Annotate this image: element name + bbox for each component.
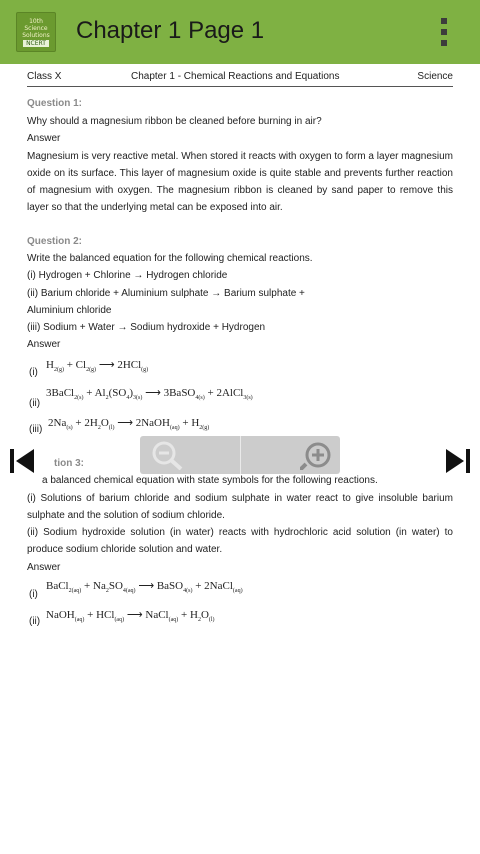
question-1-text: Why should a magnesium ribbon be cleaned before burning in air? [27,116,322,127]
app-bar [0,0,480,64]
skip-next-icon[interactable] [444,449,470,473]
answer-2-label: Answer [27,339,61,350]
question-2-item: (iii) Sodium + Water → Sodium hydroxide + Hydrogen [27,322,266,333]
zoom-divider [240,436,241,474]
zoom-out-icon[interactable] [148,440,188,470]
header-chapter: Chapter 1 - Chemical Reactions and Equations [131,71,340,82]
equation-3-ii: NaOH$_{(aq)}$ + HCl$_{(aq)}$ ⟶ NaCl$_{(aq)}$ + $H_2O_{(l)}$ [46,609,215,624]
answer-3-label: Answer [27,562,61,573]
equation-2-iii: $2Na_{(s)} + 2H_2O_{(l)}$ ⟶ 2NaOH$_{(aq)}$ + $H_{2(g)}$ [48,417,210,432]
question-3-text: a balanced chemical equation with state symbols for the following reactions. [42,475,378,486]
equation-label: (ii) [29,398,41,409]
question-1-label: Question 1: [27,98,83,109]
question-3-part-1: (i) Solutions of barium chloride and sodium sulphate in water react to give insoluble barium sulphate and the solution of sodium chloride. [27,493,453,521]
question-3-label: tion 3: [54,458,84,469]
question-2-item: Aluminium chloride [27,305,112,316]
page-title: Chapter 1 Page 1 [76,17,265,44]
header-class: Class X [27,71,62,82]
overflow-menu-icon[interactable] [440,18,448,46]
page-controls [0,436,480,486]
menu-dot [441,29,447,35]
document-page[interactable] [0,64,480,854]
answer-1-text: Magnesium is very reactive metal. When stored it reacts with oxygen to form a layer magnesium oxide on its surface. This layer of magnesium oxide is quite stable and prevents further reaction of magnesium with oxygen. The magnesium ribbon is cleaned by sand paper to remove this layer so that the underlying metal can be exposed into air. [27,151,453,213]
menu-dot [441,40,447,46]
equation-label: (i) [29,367,38,378]
app-logo-line: Solutions [22,31,50,39]
question-3-part-2: (ii) Sodium hydroxide solution (in water) reacts with hydrochloric acid solution (in water) to produce sodium chloride solution and water. [27,527,453,555]
zoom-in-icon[interactable] [300,440,340,470]
zoom-controls [140,436,340,474]
question-2-item: (ii) Barium chloride + Aluminium sulphate → Barium sulphate + [27,288,305,299]
document-header [27,69,453,87]
skip-previous-icon[interactable] [10,449,36,473]
equation-3-i: BaCl$_{2(aq)}$ + $Na_2SO_{4(aq)}$ ⟶ BaSO$_{4(s)}$ + 2NaCl$_{(aq)}$ [46,580,243,595]
equation-2-i: $H_{2(g)} + Cl_{2(g)}$ ⟶ 2HCl$_{(g)}$ [46,359,149,374]
question-2-text: Write the balanced equation for the following chemical reactions. [27,253,313,264]
equation-label: (iii) [29,424,43,435]
app-logo-line: Science [24,24,48,32]
app-logo-line: 10th [29,17,43,25]
menu-dot [441,18,447,24]
question-2-item: (i) Hydrogen + Chlorine → Hydrogen chloride [27,270,228,281]
answer-1-label: Answer [27,133,61,144]
equation-label: (ii) [29,616,41,627]
equation-label: (i) [29,589,38,600]
header-subject: Science [417,71,453,82]
question-2-label: Question 2: [27,236,83,247]
app-logo-icon[interactable] [16,12,56,52]
equation-2-ii: 3BaCl$_{2(s)}$ + $Al_2(SO_4)_{3(s)}$ ⟶ 3BaSO$_{4(s)}$ + 2AlCl$_{3(s)}$ [46,387,253,402]
app-logo-line: NCERT [23,40,49,47]
